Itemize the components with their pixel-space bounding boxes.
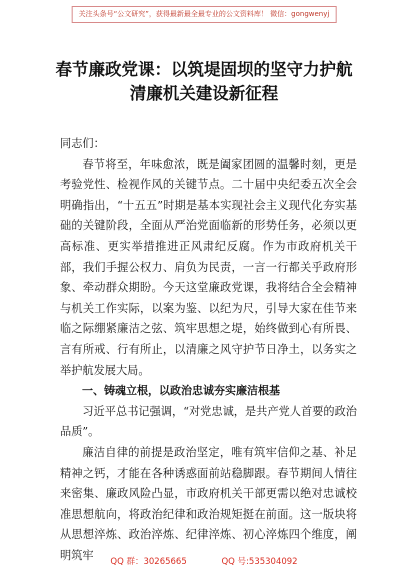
- promo-banner: 关注头条号“公文研究”，获得最新最全最专业的公文资料库！ 微信：gongwenyj: [72, 6, 337, 23]
- footer-qq-group: QQ 群：30265665: [110, 557, 187, 567]
- paragraph-section-1: 廉洁自律的前提是政治坚定，唯有筑牢信仰之基、补足精神之钙，才能在各种诱惑面前站稳脚跟。春节期间人情往来密集、廉政风险凸显，市政府机关干部更需以绝对忠诚校准思想航向，将政治纪律和政治规矩挺在前面。这一版块将从思想淬炼、政治淬炼、纪律淬炼、初心淬炼四个维度，阐明筑牢: [60, 445, 357, 562]
- greeting: 同志们：: [60, 137, 105, 150]
- document-title: [0, 58, 408, 106]
- section-heading-1: 一、铸魂立根，以政治忠诚夯实廉洁根基: [82, 384, 280, 398]
- paragraph-intro: 春节将至，年味愈浓，既是阖家团圆的温馨时刻，更是考验党性、检视作风的关键节点。二十届中央纪委五次全会明确指出，“十五五”时期是基本实现社会主义现代化夯实基础的关键阶段，全面从严治党面临新的形势任务，必须以更高标准、更实举措推进正风肃纪反腐。作为市政府机关干部，我们手握公权力、肩负为民责，一言一行都关乎政府形象、牵动群众期盼。今天这堂廉政党课，我将结合全会精神与机关工作实际，以案为鉴、以纪为尺，引导大家在佳节来临之际绷紧廉洁之弦、筑牢思想之堤，始终做到心有所畏、言有所戒、行有所止，以清廉之风守护节日净土，以务实之举护航发展大局。: [60, 157, 357, 377]
- footer-contact: [0, 555, 408, 567]
- paragraph-quote: 习近平总书记强调，“对党忠诚，是共产党人首要的政治品质”。: [60, 404, 357, 439]
- title-line-2: 清廉机关建设新征程: [129, 84, 279, 103]
- title-line-1: 春节廉政党课：以筑堤固坝的坚守力护航: [55, 60, 353, 79]
- document-body: [60, 134, 357, 566]
- footer-qq-number: QQ 号:535304092: [221, 557, 298, 567]
